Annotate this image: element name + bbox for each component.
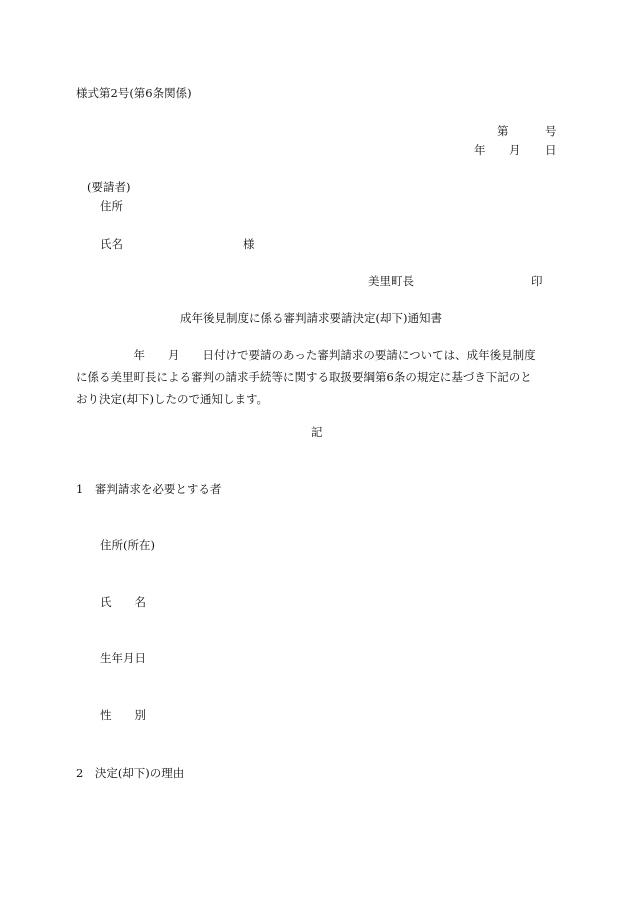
requester-address-label: 住所 <box>100 199 123 213</box>
issuer-seal: 印 <box>531 274 543 288</box>
requester-name-label: 氏名 <box>100 237 123 251</box>
section1-heading: 1 審判請求を必要とする者 <box>76 482 222 496</box>
date-month: 月 <box>509 143 521 157</box>
body-line-2: に係る美里町長による審判の請求手続等に関する取扱要綱第6条の規定に基づき下記のと <box>76 370 532 384</box>
section2-heading: 2 決定(却下)の理由 <box>76 766 185 780</box>
requester-honorific: 様 <box>243 237 255 251</box>
doc-number-dai: 第 <box>497 124 509 138</box>
body-paragraph <box>76 344 560 410</box>
field-birthdate-label: 生年月日 <box>100 651 146 665</box>
requester-label: (要請者) <box>87 180 131 194</box>
form-header: 様式第2号(第6条関係) <box>76 86 192 100</box>
field-address-label: 住所(所在) <box>100 538 155 552</box>
ki-label: 記 <box>311 425 323 439</box>
body-line-1: 年 月 日付けで要請のあった審判請求の要請については、成年後見制度 <box>76 348 536 362</box>
document-title: 成年後見制度に係る審判請求要請決定(却下)通知書 <box>180 311 442 325</box>
date-day: 日 <box>545 143 557 157</box>
doc-number-go: 号 <box>545 124 557 138</box>
field-name-label: 氏 名 <box>100 595 146 609</box>
issuer-title: 美里町長 <box>368 274 414 288</box>
field-gender-label: 性 別 <box>100 708 146 722</box>
body-line-3: おり決定(却下)したので通知します。 <box>76 392 269 406</box>
date-year: 年 <box>474 143 486 157</box>
